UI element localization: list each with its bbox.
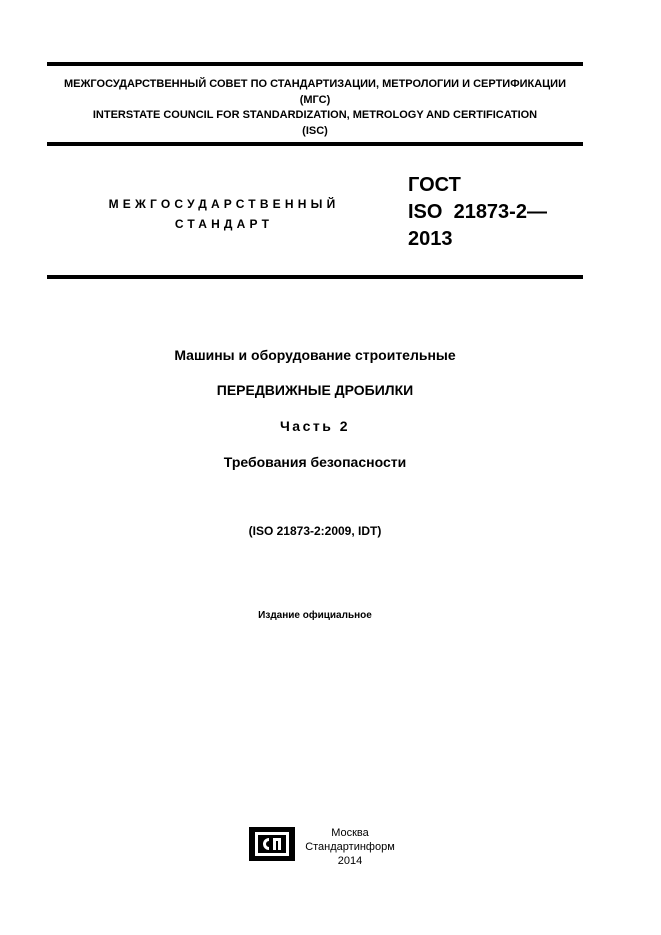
title-line3: Часть 2	[279, 418, 351, 434]
title-line2: ПЕРЕДВИЖНЫЕ ДРОБИЛКИ	[216, 382, 414, 398]
document-title	[0, 345, 630, 472]
title-line1: Машины и оборудование строительные	[174, 347, 456, 363]
imprint-year: 2014	[337, 855, 363, 867]
designation-line1: ГОСТ	[408, 174, 461, 196]
iso-reference: (ISO 21873-2:2009, IDT)	[248, 524, 382, 538]
council-ru-line1: МЕЖГОСУДАРСТВЕННЫЙ СОВЕТ ПО СТАНДАРТИЗАЦИИ, МЕТРОЛОГИИ И СЕРТИФИКАЦИИ	[63, 78, 566, 90]
imprint	[300, 826, 400, 868]
title-line4: Требования безопасности	[223, 454, 407, 470]
council-en-line1: INTERSTATE COUNCIL FOR STANDARDIZATION, METROLOGY AND CERTIFICATION	[92, 109, 538, 121]
designation-line2: ISO 21873-2—	[408, 201, 547, 223]
standard-type-line2: СТАНДАРТ	[174, 217, 274, 231]
bottom-rule	[47, 275, 583, 279]
council-header	[47, 77, 583, 139]
council-en-line2: (ISC)	[302, 124, 328, 137]
top-rule	[47, 62, 583, 66]
standard-type-line1: МЕЖГОСУДАРСТВЕННЫЙ	[108, 197, 340, 211]
council-ru-line2: (МГС)	[299, 93, 331, 106]
imprint-city: Москва	[331, 827, 369, 839]
imprint-publisher: Стандартинформ	[305, 841, 395, 853]
standard-type	[90, 194, 358, 234]
standard-designation	[408, 172, 547, 253]
designation-line3: 2013	[408, 228, 453, 250]
standartinform-logo-icon	[249, 827, 295, 861]
middle-rule	[47, 142, 583, 146]
edition-label: Издание официальное	[258, 610, 372, 621]
